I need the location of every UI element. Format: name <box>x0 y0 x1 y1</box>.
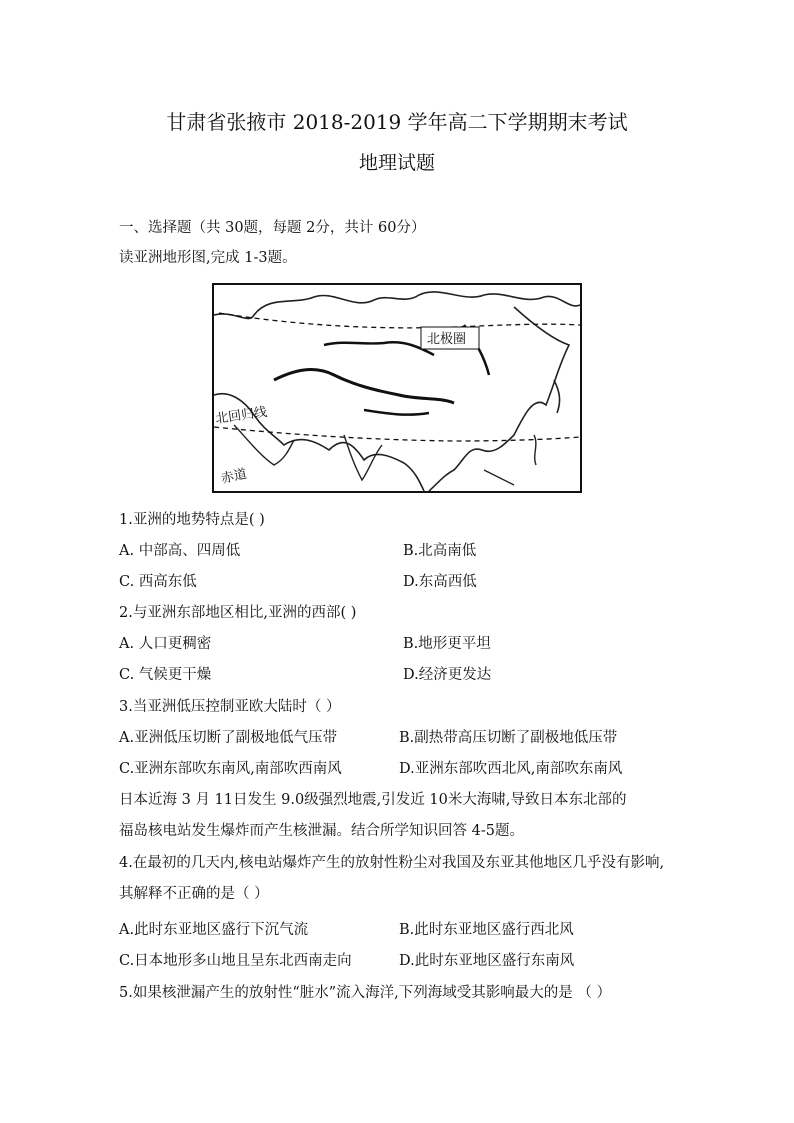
q2-option-a: A. 人口更稠密 <box>119 636 212 652</box>
q5-stem: 5.如果核泄漏产生的放射性“脏水”流入海洋,下列海域受其影响最大的是 （ ） <box>119 985 611 1001</box>
q3-stem: 3.当亚洲低压控制亚欧大陆时（ ） <box>119 699 341 715</box>
q3-option-b: B.副热带高压切断了副极地低压带 <box>399 730 618 746</box>
map-intro: 读亚洲地形图,完成 1-3题。 <box>119 250 297 266</box>
q4-option-c: C.日本地形多山地且呈东北西南走向 <box>119 953 352 969</box>
q1-option-c: C. 西高东低 <box>119 574 197 590</box>
q2-option-c: C. 气候更干燥 <box>119 667 212 683</box>
q3-option-a: A.亚洲低压切断了副极地低气压带 <box>119 730 338 746</box>
equator-label: 赤道 <box>219 466 249 487</box>
q1-stem: 1.亚洲的地势特点是( ) <box>119 512 265 528</box>
passage-line-1: 日本近海 3 月 11日发生 9.0级强烈地震,引发近 10米大海啸,导致日本东北部的 <box>119 792 627 808</box>
q1-option-d: D.东高西低 <box>403 574 477 590</box>
q4-option-a: A.此时东亚地区盛行下沉气流 <box>119 922 309 938</box>
passage-line-2: 福岛核电站发生爆炸而产生核泄漏。结合所学知识回答 4-5题。 <box>119 823 524 839</box>
q1-option-a: A. 中部高、四周低 <box>119 543 241 559</box>
q3-option-c: C.亚洲东部吹东南风,南部吹西南风 <box>119 761 342 777</box>
q4-option-b: B.此时东亚地区盛行西北风 <box>399 922 574 938</box>
q4-stem-line-1: 4.在最初的几天内,核电站爆炸产生的放射性粉尘对我国及东亚其他地区几乎没有影响, <box>119 855 665 871</box>
q3-option-d: D.亚洲东部吹西北风,南部吹东南风 <box>399 761 623 777</box>
exam-subtitle: 地理试题 <box>358 152 435 174</box>
q2-option-d: D.经济更发达 <box>403 667 492 683</box>
exam-title: 甘肃省张掖市 2018-2019 学年高二下学期期末考试 <box>166 110 628 134</box>
tropic-of-cancer-label: 北回归线 <box>214 404 269 427</box>
asia-terrain-map <box>212 283 582 493</box>
arctic-circle-label: 北极圈 <box>427 332 467 347</box>
q2-option-b: B.地形更平坦 <box>403 636 491 652</box>
q1-option-b: B.北高南低 <box>403 543 477 559</box>
q2-stem: 2.与亚洲东部地区相比,亚洲的西部( ) <box>119 605 357 621</box>
q4-option-d: D.此时东亚地区盛行东南风 <box>399 953 575 969</box>
section-heading: 一、选择题（共 30题，每题 2分，共计 60分） <box>119 220 426 236</box>
q4-stem-line-2: 其解释不正确的是（ ） <box>119 886 269 902</box>
